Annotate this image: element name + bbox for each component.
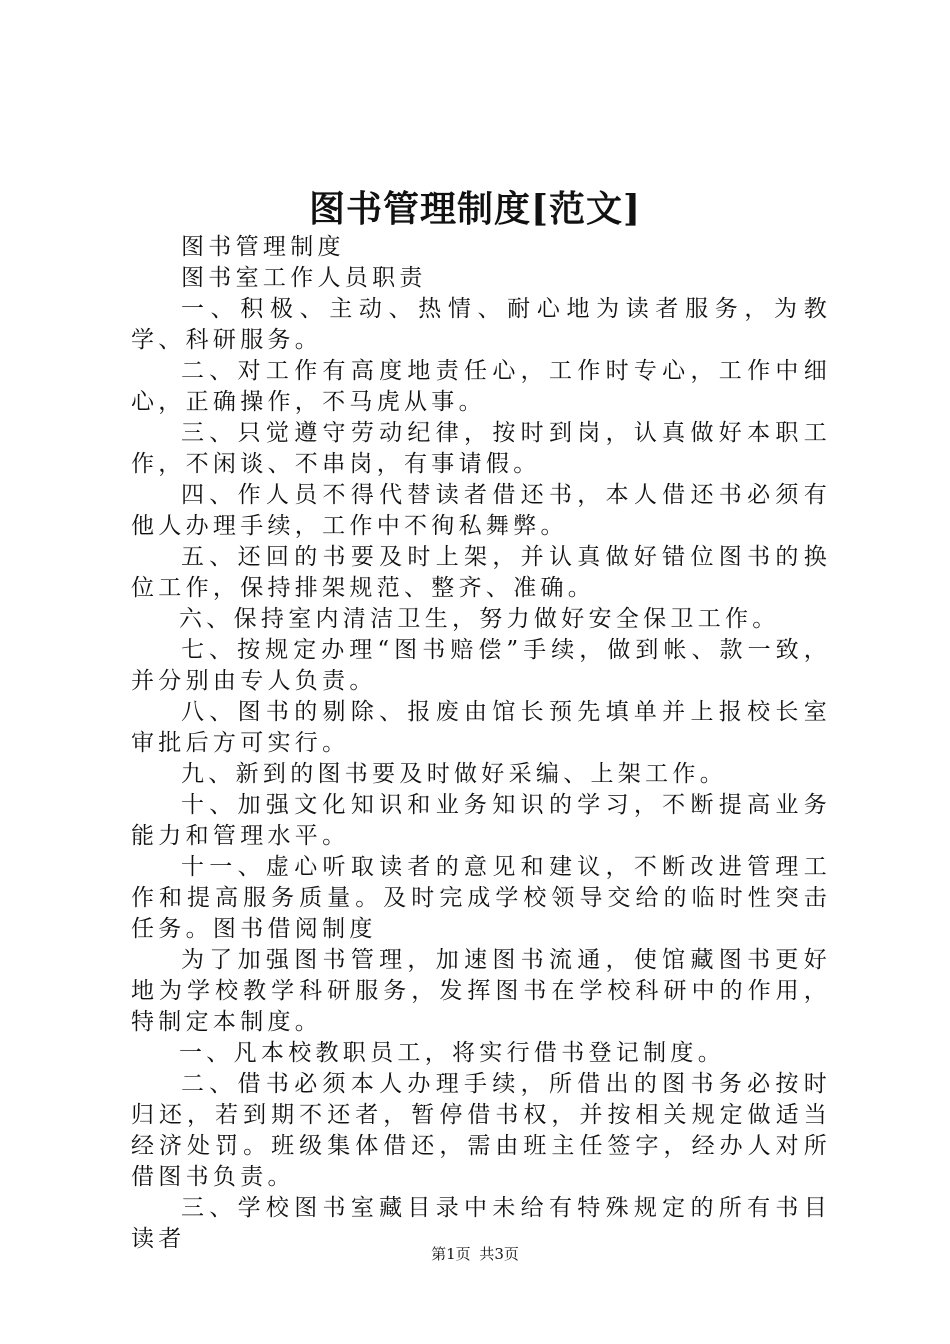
paragraph: 图书室工作人员职责 (181, 265, 427, 291)
paragraph: 一、积极、主动、热情、耐心地为读者服务，为教学、科研服务。 (131, 296, 831, 353)
paragraph: 八、图书的剔除、报废由馆长预先填单并上报校长室审批后方可实行。 (131, 699, 831, 756)
paragraph: 十一、虚心听取读者的意见和建议，不断改进管理工作和提高服务质量。及时完成学校领导交给的临时性突击任务。图书借阅制度 (131, 854, 831, 942)
paragraph: 九、新到的图书要及时做好采编、上架工作。 (181, 761, 727, 787)
paragraph: 一、凡本校教职员工，将实行借书登记制度。 (179, 1040, 725, 1066)
paragraph: 二、借书必须本人办理手续，所借出的图书务必按时归还，若到期不还者，暂停借书权，并按相关规定做适当经济处罚。班级集体借还，需由班主任签字，经办人对所借图书负责。 (131, 1071, 831, 1190)
paragraph: 七、按规定办理“图书赔偿”手续，做到帐、款一致，并分别由专人负责。 (131, 637, 831, 694)
page-number: 第1页 (431, 1245, 471, 1263)
paragraph: 为了加强图书管理，加速图书流通，使馆藏图书更好地为学校教学科研服务，发挥图书在学校科研中的作用，特制定本制度。 (131, 947, 831, 1035)
paragraph: 五、还回的书要及时上架，并认真做好错位图书的换位工作，保持排架规范、整齐、准确。 (131, 544, 831, 601)
paragraph: 四、作人员不得代替读者借还书，本人借还书必须有他人办理手续，工作中不徇私舞弊。 (131, 482, 831, 539)
paragraph: 三、只觉遵守劳动纪律，按时到岗，认真做好本职工作，不闲谈、不串岗，有事请假。 (131, 420, 831, 477)
paragraph: 三、学校图书室藏目录中未给有特殊规定的所有书目读者 (131, 1195, 831, 1252)
paragraph: 六、保持室内清洁卫生，努力做好安全保卫工作。 (179, 606, 780, 632)
paragraph: 图书管理制度 (181, 234, 345, 260)
page-total: 共3页 (479, 1245, 519, 1263)
page-footer (0, 1242, 950, 1266)
document-body (131, 232, 831, 1255)
paragraph: 二、对工作有高度地责任心，工作时专心，工作中细心，正确操作，不马虎从事。 (131, 358, 831, 415)
document-title: 图书管理制度[范文] (308, 188, 642, 230)
paragraph: 十、加强文化知识和业务知识的学习，不断提高业务能力和管理水平。 (131, 792, 831, 849)
